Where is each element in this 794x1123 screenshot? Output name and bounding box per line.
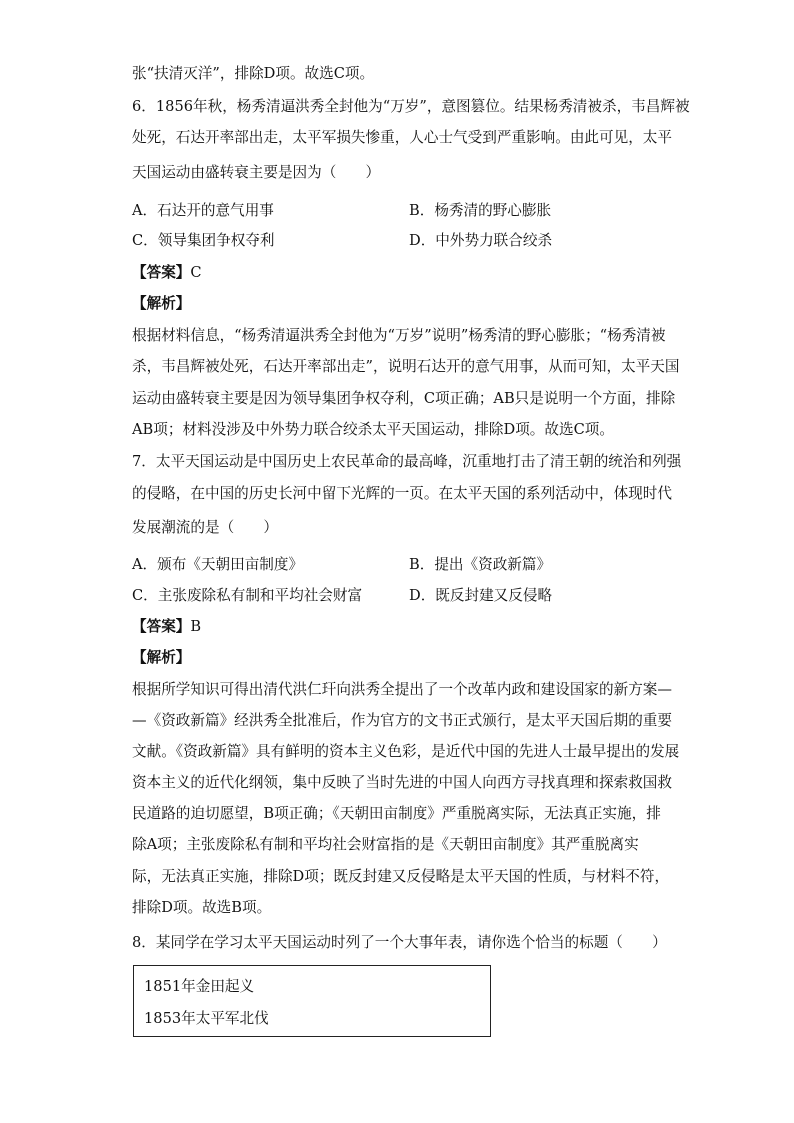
q7-analysis-line-4: 资本主义的近代化纲领，集中反映了当时先进的中国人向西方寻找真理和探索救国救 <box>132 774 672 791</box>
timeline-row-1: 1851年金田起义 <box>144 978 255 995</box>
q7-analysis-line-3: 文献。《资政新篇》具有鲜明的资本主义色彩，是近代中国的先进人士最早提出的发展 <box>132 743 680 760</box>
q6-option-c: C．领导集团争权夺利 <box>132 232 275 249</box>
answer-tag: 【答案】 <box>132 618 191 635</box>
timeline-row-2: 1853年太平军北伐 <box>144 1010 269 1027</box>
q6-stem-line-2: 处死，石达开率部出走，太平军损失惨重，人心士气受到严重影响。由此可见，太平 <box>132 129 672 146</box>
answer-tag: 【答案】 <box>132 264 191 281</box>
q7-analysis-line-8: 排除D项。故选B项。 <box>132 899 272 916</box>
q7-option-d: D．既反封建又反侵略 <box>409 587 553 604</box>
q7-answer <box>132 617 672 637</box>
q7-stem-line-2: 的侵略，在中国的历史长河中留下光辉的一页。在太平天国的系列活动中，体现时代 <box>132 485 672 502</box>
q7-analysis-line-5: 民道路的迫切愿望，B项正确；《天朝田亩制度》严重脱离实际，无法真正实施，排 <box>132 805 661 822</box>
q6-analysis-tag: 【解析】 <box>132 295 191 312</box>
q6-analysis-line-1: 根据材料信息，“杨秀清逼洪秀全封他为“万岁”说明”杨秀清的野心膨胀；“杨秀清被 <box>132 327 666 344</box>
prev-answer-tail: 张“扶清灭洋”，排除D项。故选C项。 <box>132 65 375 82</box>
q6-analysis-line-2: 杀，韦昌辉被处死，石达开率部出走”，说明石达开的意气用事，从而可知，太平天国 <box>132 358 680 375</box>
q7-analysis-line-7: 际，无法真正实施，排除D项；既反封建又反侵略是太平天国的性质，与材料不符， <box>132 868 670 885</box>
q7-option-a: A．颁布《天朝田亩制度》 <box>132 556 304 573</box>
q6-stem-line-3: 天国运动由盛转衰主要是因为（ ） <box>132 164 381 181</box>
q6-stem-line-1: 6．1856年秋，杨秀清逼洪秀全封他为“万岁”，意图篡位。结果杨秀清被杀，韦昌辉被 <box>132 98 690 115</box>
q8-stem-line-1: 8．某同学在学习太平天国运动时列了一个大事年表，请你选个恰当的标题（ ） <box>132 934 667 951</box>
answer-value: B <box>190 618 202 635</box>
q6-analysis-line-3: 运动由盛转衰主要是因为领导集团争权夺利，C项正确；AB只是说明一个方面，排除 <box>132 390 676 407</box>
q6-option-b: B．杨秀清的野心膨胀 <box>409 202 552 219</box>
q7-stem-line-3: 发展潮流的是（ ） <box>132 519 278 536</box>
q6-option-a: A．石达开的意气用事 <box>132 202 274 219</box>
q6-analysis-line-4: AB项；材料没涉及中外势力联合绞杀太平天国运动，排除D项。故选C项。 <box>132 421 614 438</box>
q6-answer <box>132 263 672 283</box>
q7-option-b: B．提出《资政新篇》 <box>409 556 552 573</box>
q6-option-d: D．中外势力联合绞杀 <box>409 232 553 249</box>
q7-analysis-line-6: 除A项；主张废除私有制和平均社会财富指的是《天朝田亩制度》其严重脱离实 <box>132 836 639 853</box>
q7-analysis-tag: 【解析】 <box>132 649 191 666</box>
q7-analysis-line-1: 根据所学知识可得出清代洪仁玕向洪秀全提出了一个改革内政和建设国家的新方案— <box>132 681 672 698</box>
q7-option-c: C．主张废除私有制和平均社会财富 <box>132 587 363 604</box>
answer-value: C <box>190 264 202 281</box>
q7-stem-line-1: 7．太平天国运动是中国历史上农民革命的最高峰，沉重地打击了清王朝的统治和列强 <box>132 453 682 470</box>
timeline-table <box>133 965 491 1037</box>
q7-analysis-line-2: —《资政新篇》经洪秀全批准后，作为官方的文书正式颁行，是太平天国后期的重要 <box>132 712 672 729</box>
